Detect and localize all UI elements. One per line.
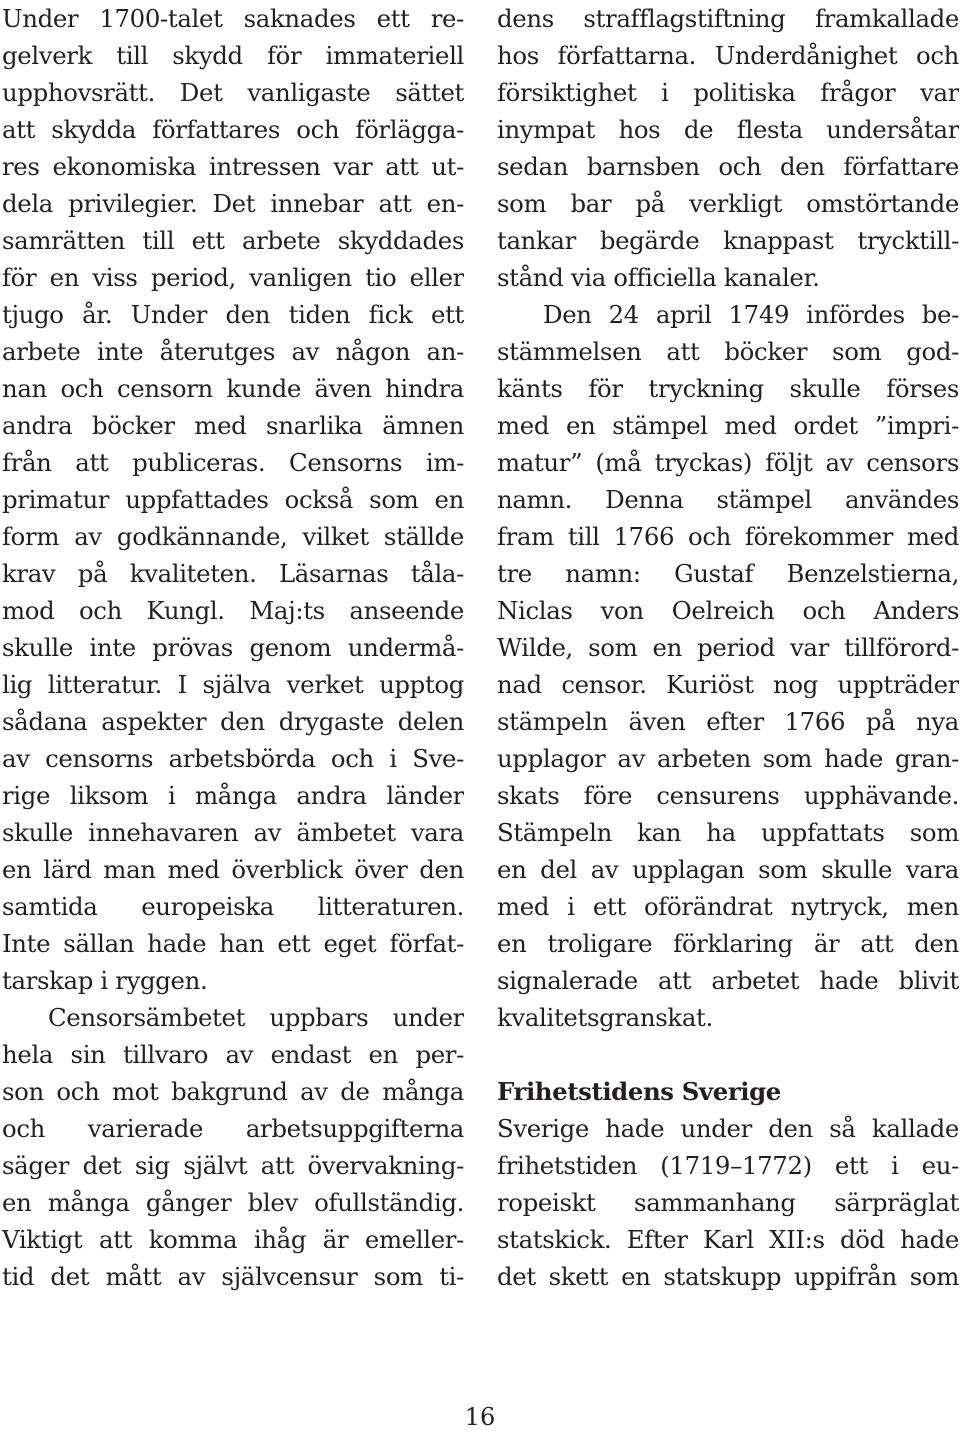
section-spacer	[497, 1036, 959, 1073]
paragraph	[497, 1110, 959, 1295]
text-line: lig litteratur. I själva verket upptog	[2, 670, 464, 699]
text-line: Under 1700-talet saknades ett re-	[2, 4, 464, 33]
text-line: att skydda författares och förlägga-	[2, 115, 464, 144]
text-line: gelverk till skydd för immateriell	[2, 41, 464, 70]
page-number: 16	[464, 1403, 496, 1431]
text-line: en lärd man med överblick över den	[2, 855, 464, 884]
text-line: samrätten till ett arbete skyddades	[2, 226, 464, 255]
text-line: primatur uppfattades också som en	[2, 485, 464, 514]
text-line: en del av upplagan som skulle vara	[497, 855, 959, 884]
text-line: skats före censurens upphävande.	[497, 781, 959, 810]
text-line: son och mot bakgrund av de många	[2, 1077, 464, 1106]
text-line: Censorsämbetet uppbars under	[48, 1003, 464, 1032]
text-line: andra böcker med snarlika ämnen	[2, 411, 464, 440]
text-line: tre namn: Gustaf Benzelstierna,	[497, 559, 959, 588]
paragraph	[497, 296, 959, 1036]
text-line: skulle inte prövas genom undermå-	[2, 633, 464, 662]
text-line: skulle innehavaren av ämbetet vara	[2, 818, 464, 847]
text-line: samtida europeiska litteraturen.	[2, 892, 464, 921]
text-line: nan och censorn kunde även hindra	[2, 374, 464, 403]
text-line: mod och Kungl. Maj:ts anseende	[2, 596, 464, 625]
text-line: ropeiskt sammanhang särpräglat	[497, 1188, 959, 1217]
text-line: matur” (må tryckas) följt av censors	[497, 448, 959, 477]
text-line: Niclas von Oelreich och Anders	[497, 596, 959, 625]
text-line: tarskap i ryggen.	[2, 966, 208, 995]
paragraph	[497, 0, 959, 296]
text-line: form av godkännande, vilket ställde	[2, 522, 464, 551]
text-line: hos författarna. Underdånighet och	[497, 41, 959, 70]
text-line: sådana aspekter den drygaste delen	[2, 707, 464, 736]
text-line: från att publiceras. Censorns im-	[2, 448, 464, 477]
text-line: Stämpeln kan ha uppfattats som	[497, 818, 959, 847]
text-line: upphovsrätt. Det vanligaste sättet	[2, 78, 464, 107]
paragraph	[2, 999, 464, 1295]
text-line: krav på kvaliteten. Läsarnas tåla-	[2, 559, 464, 588]
text-line: stämmelsen att böcker som god-	[497, 337, 959, 366]
text-line: Viktigt att komma ihåg är emeller-	[2, 1225, 464, 1254]
text-line: upplagor av arbeten som hade gran-	[497, 744, 959, 773]
text-line: dela privilegier. Det innebar att en-	[2, 189, 464, 218]
text-line: en troligare förklaring är att den	[497, 929, 959, 958]
text-line: nad censor. Kuriöst nog uppträder	[497, 670, 959, 699]
text-line: tankar begärde knappast trycktill-	[497, 226, 959, 255]
paragraph	[2, 0, 464, 999]
text-line: Sverige hade under den så kallade	[497, 1114, 959, 1143]
text-line: stånd via officiella kanaler.	[497, 263, 820, 292]
text-line: stämpeln även efter 1766 på nya	[497, 707, 959, 736]
text-line: rige liksom i många andra länder	[2, 781, 464, 810]
text-line: för en viss period, vanligen tio eller	[2, 263, 464, 292]
left-column	[2, 0, 464, 1295]
text-line: signalerade att arbetet hade blivit	[497, 966, 959, 995]
text-line: sedan barnsben och den författare	[497, 152, 959, 181]
text-line: dens strafflagstiftning framkallade	[497, 4, 959, 33]
text-line: en många gånger blev ofullständig.	[2, 1188, 464, 1217]
text-line: och varierade arbetsuppgifterna	[2, 1114, 464, 1143]
text-line: namn. Denna stämpel användes	[497, 485, 959, 514]
text-line: av censorns arbetsbörda och i Sve-	[2, 744, 464, 773]
text-line: försiktighet i politiska frågor var	[497, 78, 959, 107]
text-line: fram till 1766 och förekommer med	[497, 522, 959, 551]
text-line: frihetstiden (1719–1772) ett i eu-	[497, 1151, 959, 1180]
text-line: tjugo år. Under den tiden fick ett	[2, 300, 464, 329]
text-line: det skett en statskupp uppifrån som	[497, 1262, 959, 1291]
text-line: Wilde, som en period var tillförord-	[497, 633, 959, 662]
text-line: Den 24 april 1749 infördes be-	[543, 300, 959, 329]
text-line: Inte sällan hade han ett eget förfat-	[2, 929, 464, 958]
text-line: hela sin tillvaro av endast en per-	[2, 1040, 464, 1069]
right-column	[497, 0, 959, 1295]
text-line: med i ett oförändrat nytryck, men	[497, 892, 959, 921]
text-line: kvalitetsgranskat.	[497, 1003, 713, 1032]
text-line: känts för tryckning skulle förses	[497, 374, 959, 403]
text-line: inympat hos de flesta undersåtar	[497, 115, 959, 144]
section-heading: Frihetstidens Sverige	[497, 1077, 781, 1106]
text-line: res ekonomiska intressen var att ut-	[2, 152, 464, 181]
text-line: säger det sig självt att övervakning-	[2, 1151, 464, 1180]
text-line: statskick. Efter Karl XII:s död hade	[497, 1225, 959, 1254]
text-line: tid det mått av självcensur som ti-	[2, 1262, 464, 1291]
text-line: arbete inte återutges av någon an-	[2, 337, 464, 366]
text-line: med en stämpel med ordet ”impri-	[497, 411, 959, 440]
text-line: som bar på verkligt omstörtande	[497, 189, 959, 218]
